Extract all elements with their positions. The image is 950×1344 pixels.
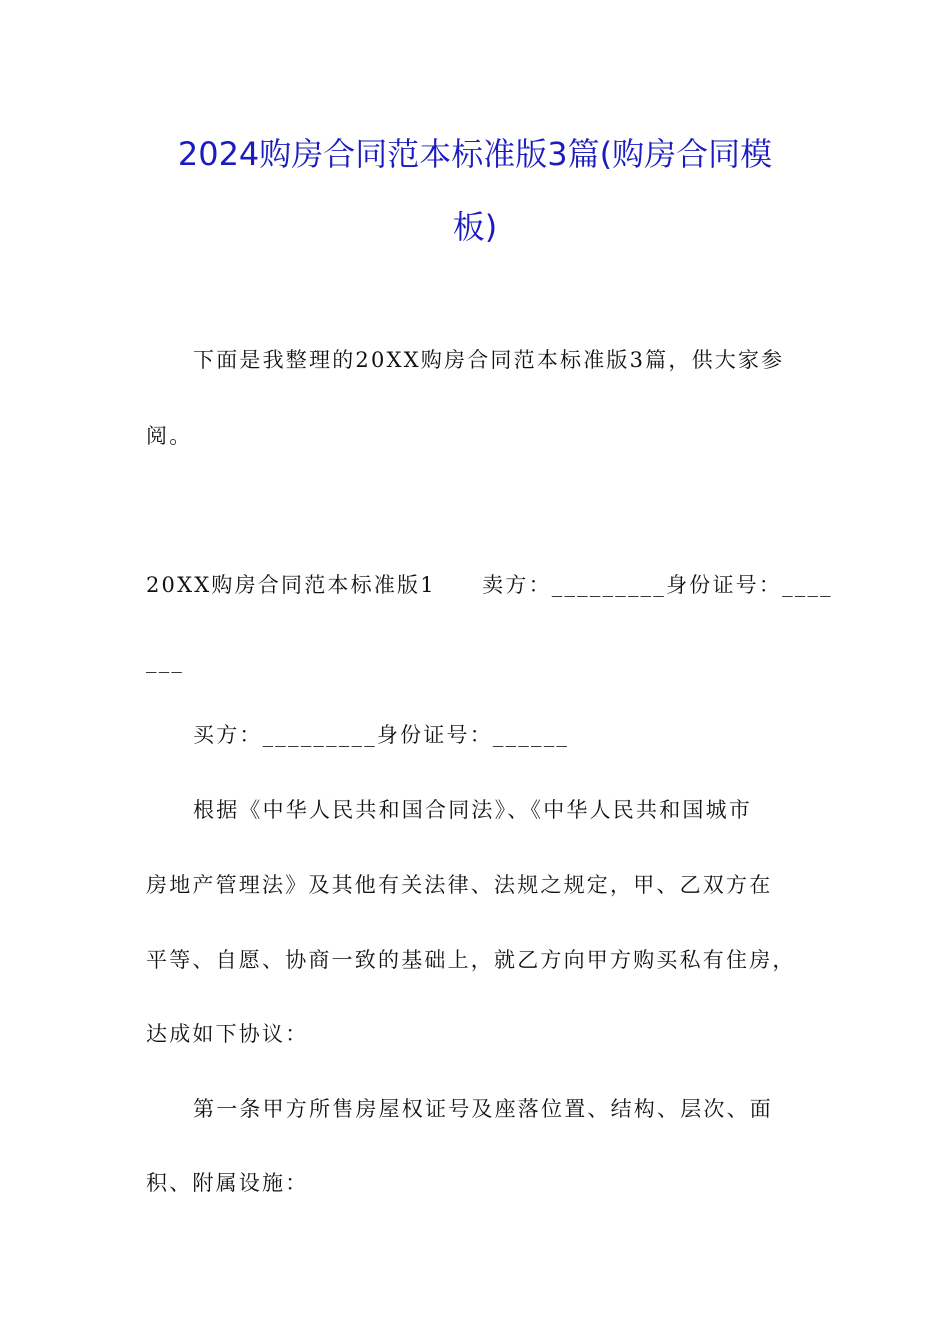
para1-line-2: 房地产管理法》及其他有关法律、法规之规定，甲、乙双方在 xyxy=(146,873,773,897)
section1-heading-line: 20XX购房合同范本标准版1 卖方：_________身份证号：____ xyxy=(146,573,833,597)
section1-heading-continuation: ___ xyxy=(146,649,185,673)
para1-line-4: 达成如下协议： xyxy=(146,1022,309,1046)
article1-line-2: 积、附属设施： xyxy=(146,1171,309,1195)
intro-line-1: 下面是我整理的20XX购房合同范本标准版3篇，供大家参 xyxy=(193,348,785,372)
document-title-line1: 2024购房合同范本标准版3篇(购房合同模 xyxy=(177,135,773,173)
buyer-line: 买方：_________身份证号：______ xyxy=(193,723,570,747)
para1-line-3: 平等、自愿、协商一致的基础上，就乙方向甲方购买私有住房， xyxy=(146,948,796,972)
article1-line-1: 第一条甲方所售房屋权证号及座落位置、结构、层次、面 xyxy=(193,1097,773,1121)
para1-line-1: 根据《中华人民共和国合同法》、《中华人民共和国城市 xyxy=(193,798,752,822)
intro-line-2: 阅。 xyxy=(146,424,193,448)
document-title-line2: 板) xyxy=(452,208,498,246)
